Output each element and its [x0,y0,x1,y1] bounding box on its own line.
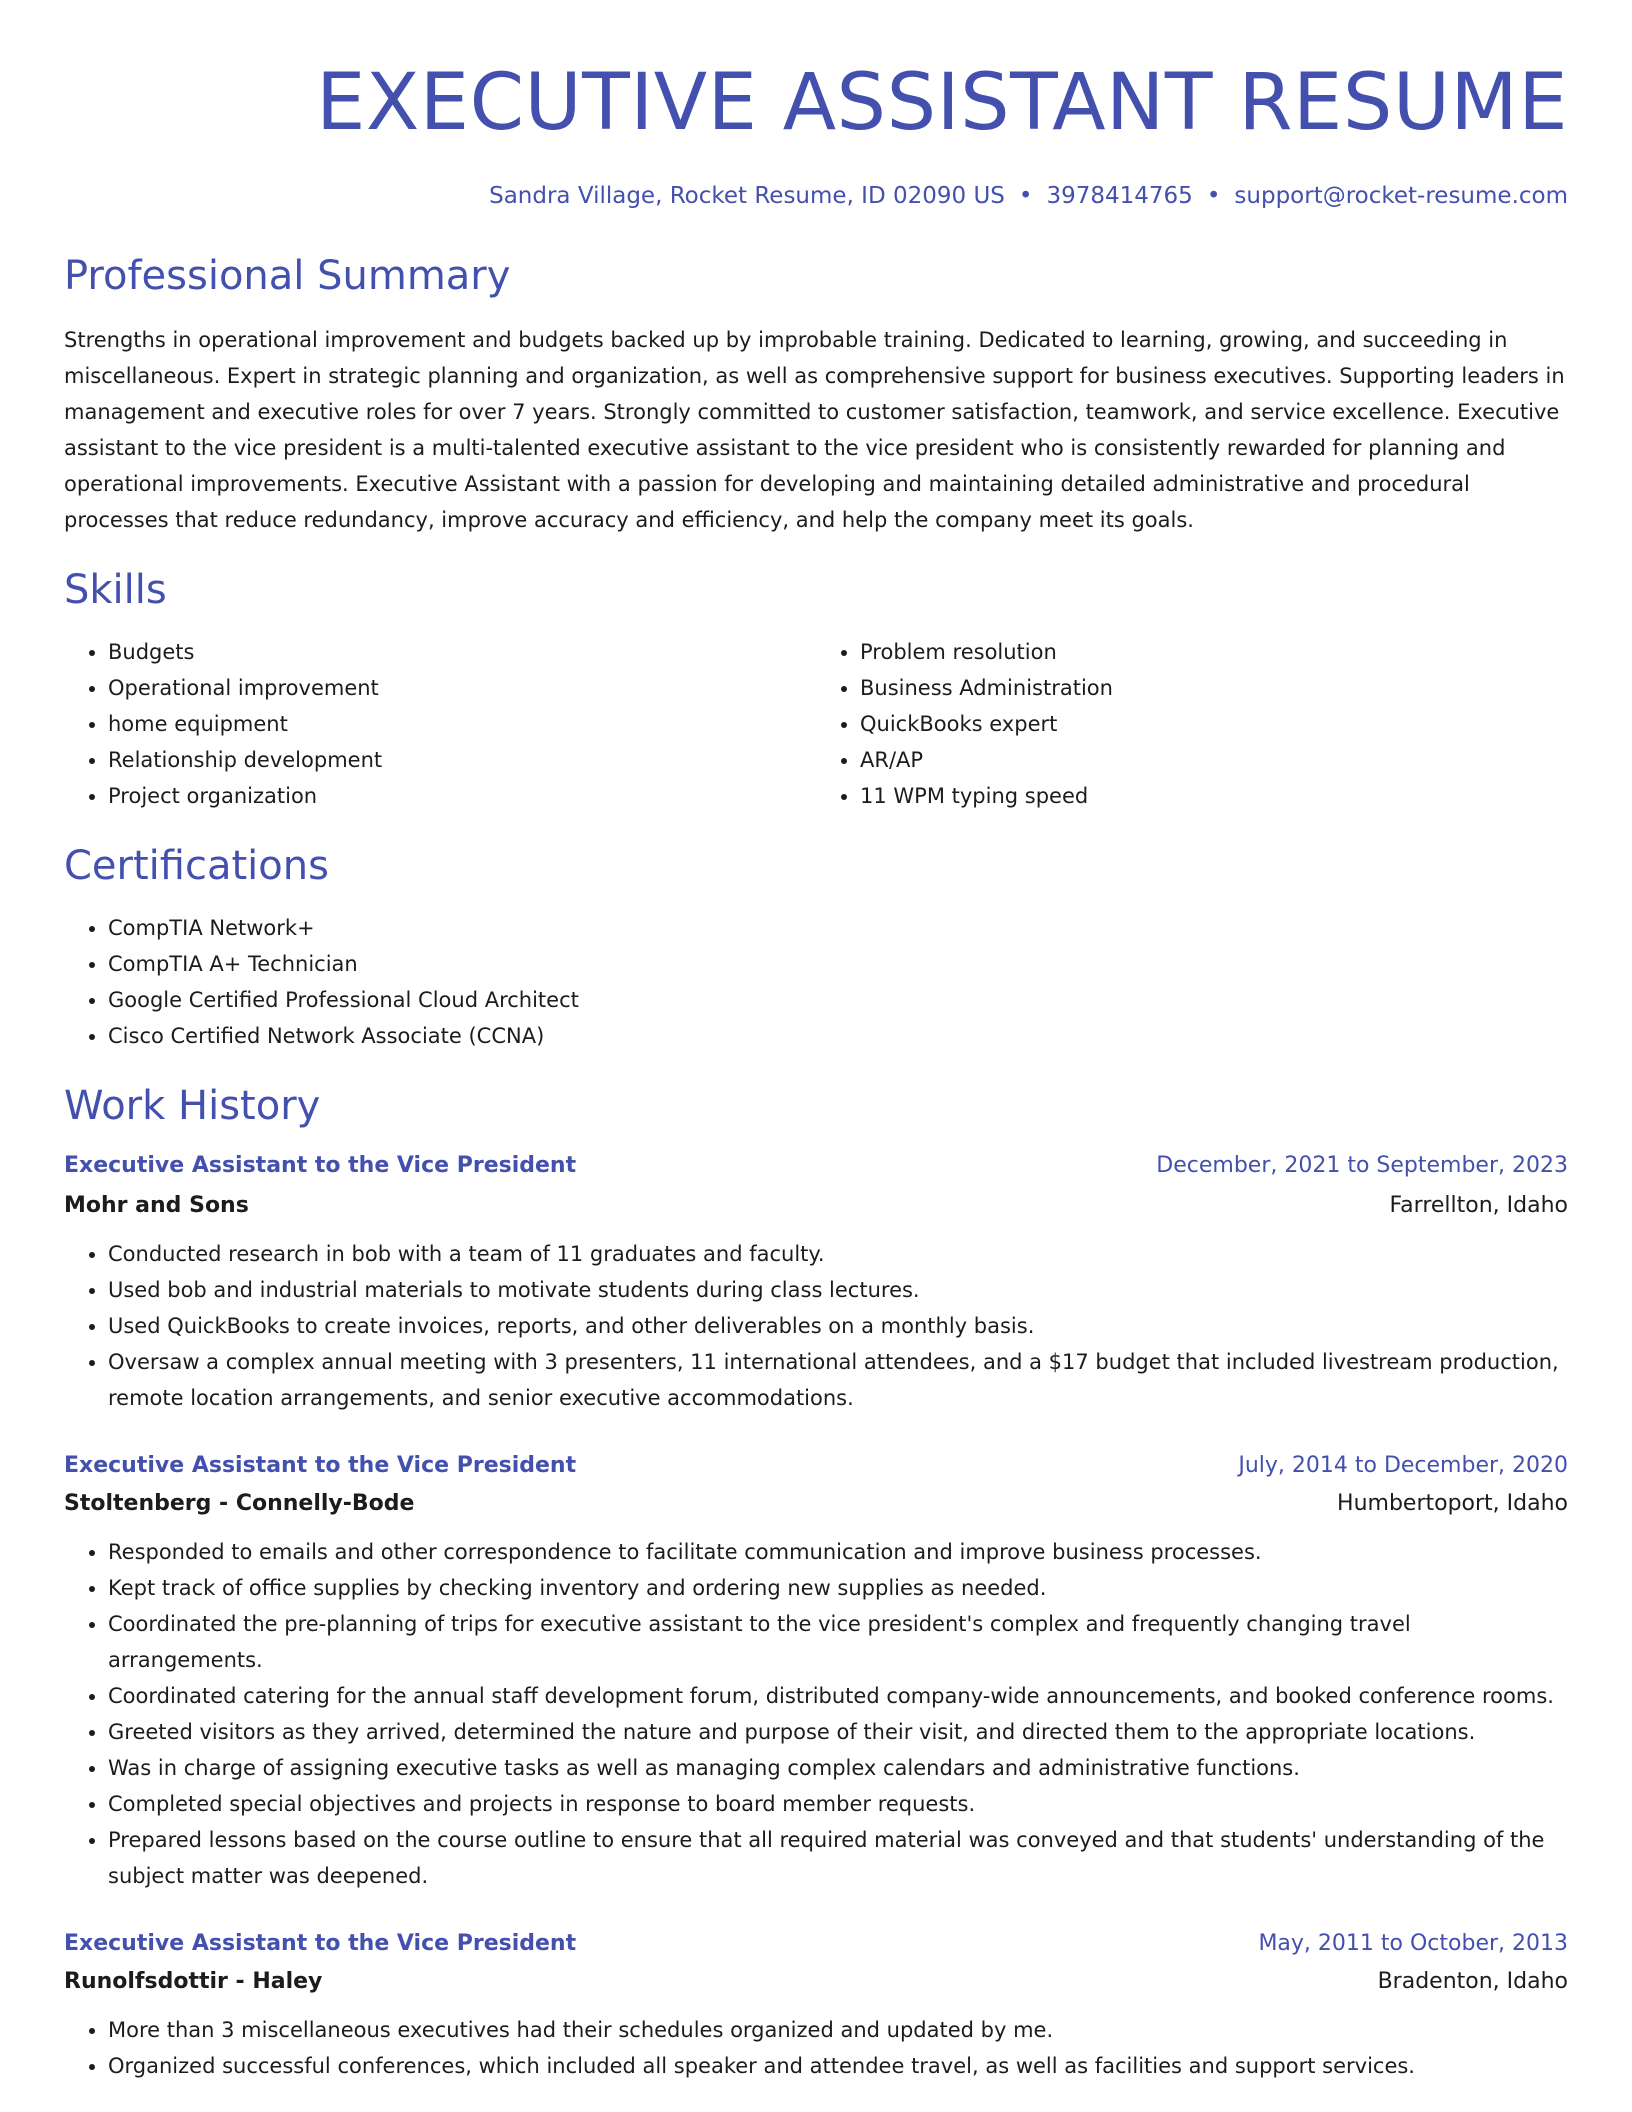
job-location: Farrellton, Idaho [1389,1193,1568,1218]
contact-address: Sandra Village, Rocket Resume, ID 02090 US [489,183,1005,209]
skill-item: • 11 WPM typing speed [860,778,1568,814]
job-bullet: • Coordinated the pre-planning of trips for executive assistant to the vice president's complex and frequently changing travel arrangements. [108,1606,1568,1678]
job-bullets [64,2012,1568,2084]
certification-item: • Google Certified Professional Cloud Architect [108,982,1568,1018]
certification-item: • Cisco Certified Network Associate (CCNA) [108,1018,1568,1054]
job-bullet: • Used bob and industrial materials to motivate students during class lectures. [108,1272,1568,1308]
job-location: Humbertoport, Idaho [1337,1491,1568,1516]
job-bullet: • Used QuickBooks to create invoices, reports, and other deliverables on a monthly basis. [108,1308,1568,1344]
job-bullet: • More than 3 miscellaneous executives had their schedules organized and updated by me. [108,2012,1568,2048]
job-dates: July, 2014 to December, 2020 [1238,1453,1568,1478]
job-bullet: • Oversaw a complex annual meeting with 3 presenters, 11 international attendees, and a $17 budget that included livestream production, remote location arrangements, and senior executive accommodations. [108,1344,1568,1416]
contact-phone: 3978414765 [1046,183,1193,209]
skill-item: • Operational improvement [108,670,816,706]
job-location: Bradenton, Idaho [1377,1969,1568,1994]
certifications-list [64,910,1568,1054]
skill-item: • Relationship development [108,742,816,778]
contact-separator: • [1206,183,1221,209]
skill-item: • AR/AP [860,742,1568,778]
job-dates: May, 2011 to October, 2013 [1258,1931,1568,1956]
job-bullets [64,1236,1568,1416]
skill-item: • Budgets [108,634,816,670]
skills-list-right [816,634,1568,814]
skill-item: • Project organization [108,778,816,814]
job-company: Stoltenberg - Connelly-Bode [64,1491,415,1516]
job-subheader [64,1188,1568,1224]
job-title: Executive Assistant to the Vice President [64,1931,577,1956]
job-bullet: • Greeted visitors as they arrived, determined the nature and purpose of their visit, and directed them to the appropriate locations. [108,1714,1568,1750]
job-subheader [64,1964,1568,2000]
job-entry [64,1926,1568,2084]
certification-item: • CompTIA Network+ [108,910,1568,946]
job-bullet: • Conducted research in bob with a team of 11 graduates and faculty. [108,1236,1568,1272]
skills-list-left [64,634,816,814]
job-bullet: • Completed special objectives and projects in response to board member requests. [108,1786,1568,1822]
job-company: Mohr and Sons [64,1193,249,1218]
job-header [64,1926,1568,1962]
resume-title: EXECUTIVE ASSISTANT RESUME [316,58,1568,148]
work-history-heading: Work History [64,1083,321,1129]
job-title: Executive Assistant to the Vice President [64,1153,577,1178]
skill-item: • QuickBooks expert [860,706,1568,742]
skill-item: • home equipment [108,706,816,742]
job-bullets [64,1534,1568,1894]
job-header [64,1148,1568,1184]
certifications-heading: Certifications [64,843,329,889]
resume-page [64,48,1568,2084]
skill-item: • Business Administration [860,670,1568,706]
job-bullet: • Responded to emails and other correspondence to facilitate communication and improve business processes. [108,1534,1568,1570]
contact-line [64,180,1568,212]
certification-item: • CompTIA A+ Technician [108,946,1568,982]
job-bullet: • Prepared lessons based on the course outline to ensure that all required material was conveyed and that students' understanding of the subject matter was deepened. [108,1822,1568,1894]
job-bullet: • Organized successful conferences, which included all speaker and attendee travel, as well as facilities and support services. [108,2048,1568,2084]
job-entry [64,1148,1568,1416]
job-entry [64,1448,1568,1894]
summary-heading: Professional Summary [64,253,511,299]
summary-text: Strengths in operational improvement and budgets backed up by improbable training. Dedicated to learning, growing, and succeeding in miscellaneous. Expert in strategic planning and organization, as well as comprehensive support for business executives. Supporting leaders in management and executive roles for over 7 years. Strongly committed to customer satisfaction, teamwork, and service excellence. Executive assistant to the vice president is a multi-talented executive assistant to the vice president who is consistently rewarded for planning and operational improvements. Executive Assistant with a passion for developing and maintaining detailed administrative and procedural processes that reduce redundancy, improve accuracy and efficiency, and help the company meet its goals. [64,328,1565,532]
job-subheader [64,1486,1568,1522]
job-dates: December, 2021 to September, 2023 [1156,1153,1568,1178]
contact-separator: • [1018,183,1033,209]
job-bullet: • Was in charge of assigning executive tasks as well as managing complex calendars and administrative functions. [108,1750,1568,1786]
skills-columns [64,634,1568,814]
job-bullet: • Kept track of office supplies by checking inventory and ordering new supplies as needed. [108,1570,1568,1606]
job-header [64,1448,1568,1484]
job-title: Executive Assistant to the Vice President [64,1453,577,1478]
job-company: Runolfsdottir - Haley [64,1969,323,1994]
job-bullet: • Coordinated catering for the annual staff development forum, distributed company-wide announcements, and booked conference rooms. [108,1678,1568,1714]
skills-heading: Skills [64,567,167,613]
contact-email: support@rocket-resume.com [1234,183,1568,209]
skill-item: • Problem resolution [860,634,1568,670]
